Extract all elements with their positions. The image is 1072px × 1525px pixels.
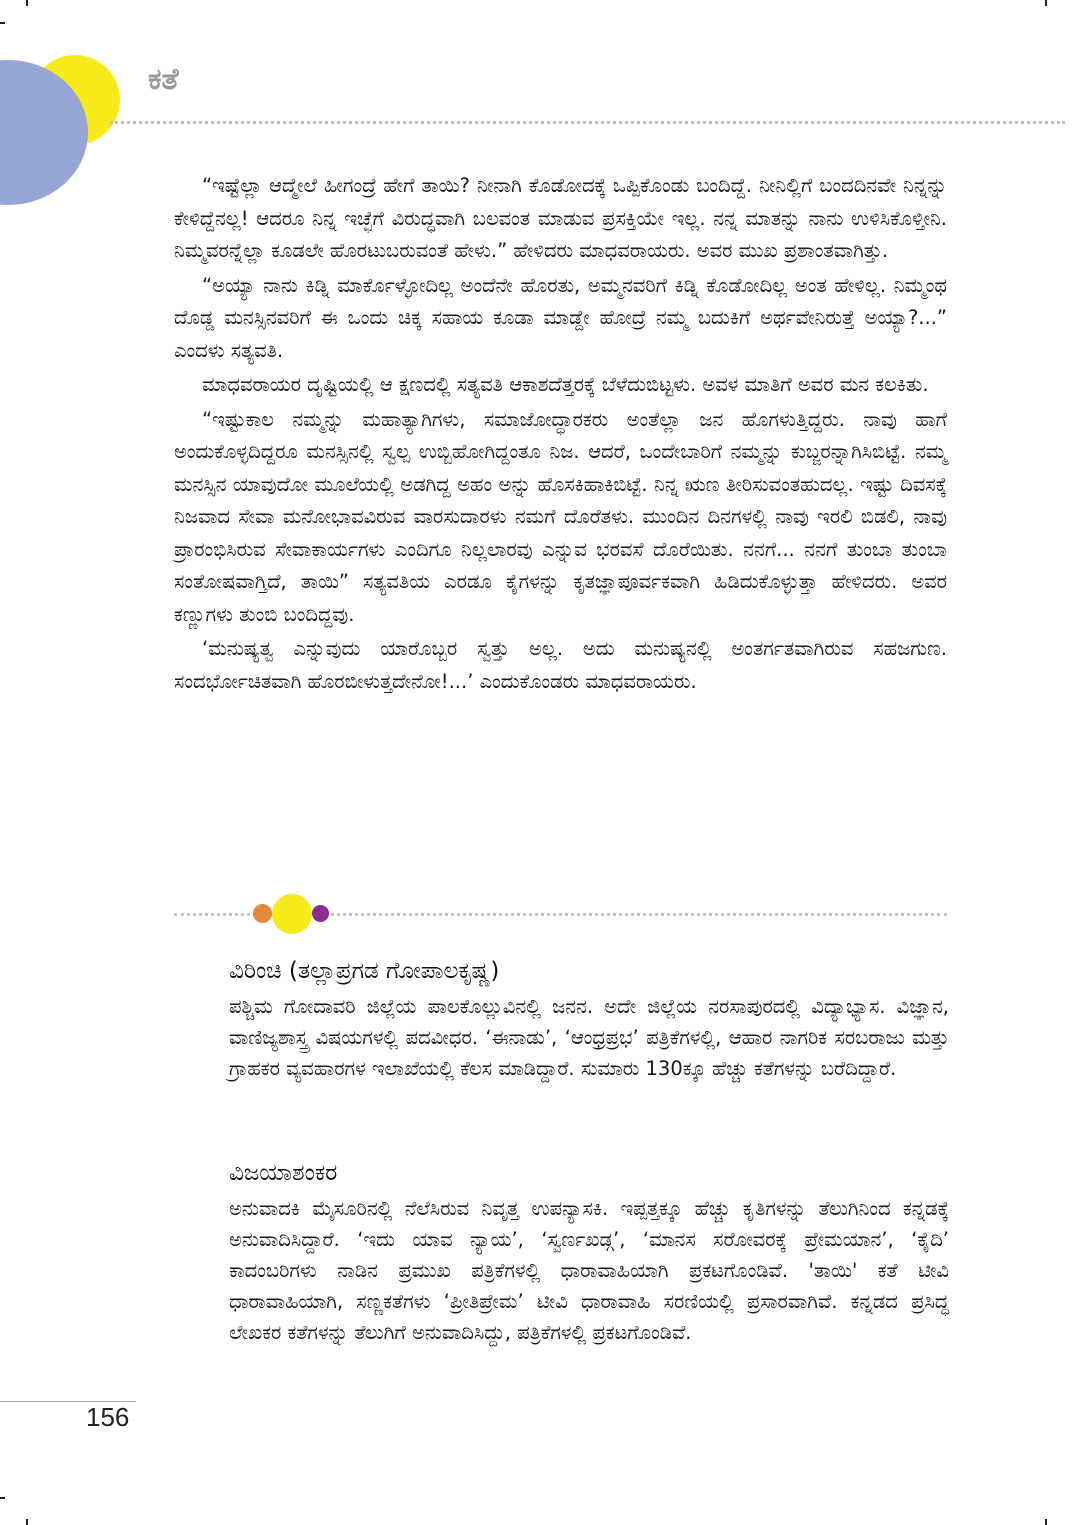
page-number: 156 [86,1402,130,1432]
story-paragraph: “ಇಷ್ಟೆಲ್ಲಾ ಆದ್ಮೇಲೆ ಹೀಗಂದ್ರೆ ಹೇಗೆ ತಾಯಿ? ನೀನಾಗಿ ಕೊಡೋದಕ್ಕೆ ಒಪ್ಪಿಕೊಂಡು ಬಂದಿದ್ದೆ. ನೀನಿಲ್ಲಿಗೆ ಬಂದದಿನವೇ ನಿನ್ನನ್ನು ಕೇಳಿದ್ದೆನಲ್ಲ! ಆದರೂ ನಿನ್ನ ಇಚ್ಛೆಗೆ ವಿರುದ್ಧವಾಗಿ ಬಲವಂತ ಮಾಡುವ ಪ್ರಸಕ್ತಿಯೇ ಇಲ್ಲ. ನನ್ನ ಮಾತನ್ನು ನಾನು ಉಳಿಸಿಕೊಳ್ತೀನಿ. ನಿಮ್ಮವರನ್ನೆಲ್ಲಾ ಕೂಡಲೇ ಹೊರಟುಬರುವಂತೆ ಹೇಳು.” ಹೇಳಿದರು ಮಾಧವರಾಯರು. ಅವರ ಮುಖ ಪ್ರಶಾಂತವಾಗಿತ್ತು. [174,174,947,262]
crop-mark-bottom-right [1045,1519,1047,1525]
story-paragraph: “ಅಯ್ಯಾ ನಾನು ಕಿಡ್ನಿ ಮಾರ್ಕೊಳ್ಳೋದಿಲ್ಲ ಅಂದೆನೇ ಹೊರತು, ಅಮ್ಮನವರಿಗೆ ಕಿಡ್ನಿ ಕೊಡೋದಿಲ್ಲ ಅಂತ ಹೇಳಿಲ್ಲ. ನಿಮ್ಮಂಥ ದೊಡ್ಡ ಮನಸ್ಸಿನವರಿಗೆ ಈ ಒಂದು ಚಿಕ್ಕ ಸಹಾಯ ಕೂಡಾ ಮಾಡ್ದೇ ಹೋದ್ರೆ ನಮ್ಮ ಬದುಕಿಗೆ ಅರ್ಥವೇನಿರುತ್ತೆ ಅಯ್ಯಾ?...” ಎಂದಳು ಸತ್ಯವತಿ. [174,273,947,362]
crop-mark-bottom-center [26,1519,28,1525]
separator-purple-dot [312,905,329,922]
story-paragraph: “ಇಷ್ಟುಕಾಲ ನಮ್ಮನ್ನು ಮಹಾತ್ಯಾಗಿಗಳು, ಸಮಾಜೋದ್ಧಾರಕರು ಅಂತೆಲ್ಲಾ ಜನ ಹೊಗಳುತ್ತಿದ್ದರು. ನಾವು ಹಾಗೆ ಅಂದುಕೊಳ್ಳದಿದ್ದರೂ ಮನಸ್ಸಿನಲ್ಲಿ ಸ್ವಲ್ಪ ಉಬ್ಬಿಹೋಗಿದ್ದಂತೂ ನಿಜ. ಆದರೆ, ಒಂದೇಬಾರಿಗೆ ನಮ್ಮನ್ನು ಕುಬ್ಜರನ್ನಾಗಿಸಿಬಿಟ್ಟೆ. ನಮ್ಮ ಮನಸ್ಸಿನ ಯಾವುದೋ ಮೂಲೆಯಲ್ಲಿ ಅಡಗಿದ್ದ ಅಹಂ ಅನ್ನು ಹೊಸಕಿಹಾಕಿಬಿಟ್ಟೆ. ನಿನ್ನ ಋಣ ತೀರಿಸುವಂತಹುದಲ್ಲ. ಇಷ್ಟು ದಿವಸಕ್ಕೆ ನಿಜವಾದ ಸೇವಾ ಮನೋಭಾವವಿರುವ ವಾರಸುದಾರಳು ನಮಗೆ ದೊರೆತಳು. ಮುಂದಿನ ದಿನಗಳಲ್ಲಿ ನಾವು ಇರಲಿ ಬಿಡಲಿ, ನಾವು ಪ್ರಾರಂಭಿಸಿರುವ ಸೇವಾಕಾರ್ಯಗಳು ಎಂದಿಗೂ ನಿಲ್ಲಲಾರವು ಎನ್ನುವ ಭರವಸೆ ದೊರೆಯಿತು. ನನಗೆ... ನನಗೆ ತುಂಬಾ ತುಂಬಾ ಸಂತೋಷವಾಗ್ತಿದೆ, ತಾಯಿ” ಸತ್ಯವತಿಯ ಎರಡೂ ಕೈಗಳನ್ನು ಕೃತಜ್ಞಾಪೂರ್ವಕವಾಗಿ ಹಿಡಿದುಕೊಳ್ಳುತ್ತಾ ಹೇಳಿದರು. ಅವರ ಕಣ್ಣುಗಳು ತುಂಬಿ ಬಂದಿದ್ದವು. [174,407,947,626]
separator-orange-dot [253,904,272,923]
separator-yellow-dot [272,894,312,934]
section-title: ಕತೆ [148,62,179,97]
translator-bio-vijayashankara [229,1155,949,1348]
crop-mark-top-center [26,0,28,6]
story-paragraph: ‘ಮನುಷ್ಯತ್ವ ಎನ್ನುವುದು ಯಾರೊಬ್ಬರ ಸ್ವತ್ತು ಅಲ್ಲ. ಅದು ಮನುಷ್ಯನಲ್ಲಿ ಅಂತರ್ಗತವಾಗಿರುವ ಸಹಜಗುಣ. ಸಂದರ್ಭೋಚಿತವಾಗಿ ಹೊರಬೀಳುತ್ತದೇನೋ!...’ ಎಂದುಕೊಂಡರು ಮಾಧವರಾಯರು. [174,637,947,693]
crop-mark-top-left [0,22,5,24]
translator-bio-text: ಅನುವಾದಕಿ ಮೈಸೂರಿನಲ್ಲಿ ನೆಲೆಸಿರುವ ನಿವೃತ್ತ ಉಪನ್ಯಾಸಕಿ. ಇಪ್ಪತ್ತಕ್ಕೂ ಹೆಚ್ಚು ಕೃತಿಗಳನ್ನು ತೆಲುಗಿನಿಂದ ಕನ್ನಡಕ್ಕೆ ಅನುವಾದಿಸಿದ್ದಾರೆ. ‘ಇದು ಯಾವ ನ್ಯಾಯ’, ‘ಸ್ವರ್ಣಖಡ್ಗ’, ‘ಮಾನಸ ಸರೋವರಕ್ಕೆ ಪ್ರೇಮಯಾನ’, ‘ಕೈದಿ’ ಕಾದಂಬರಿಗಳು ನಾಡಿನ ಪ್ರಮುಖ ಪತ್ರಿಕೆಗಳಲ್ಲಿ ಧಾರಾವಾಹಿಯಾಗಿ ಪ್ರಕಟಗೊಂಡಿವೆ. 'ತಾಯಿ' ಕತೆ ಟೀವಿ ಧಾರಾವಾಹಿಯಾಗಿ, ಸಣ್ಣಕತೆಗಳು ‘ಪ್ರೀತಿಪ್ರೇಮ’ ಟೀವಿ ಧಾರಾವಾಹಿ ಸರಣಿಯಲ್ಲಿ ಪ್ರಸಾರವಾಗಿವೆ. ಕನ್ನಡದ ಪ್ರಸಿದ್ಧ ಲೇಖಕರ ಕತೆಗಳನ್ನು ತೆಲುಗಿಗೆ ಅನುವಾದಿಸಿದ್ದು, ಪತ್ರಿಕೆಗಳಲ್ಲಿ ಪ್ರಕಟಗೊಂಡಿವೆ. [229,1197,949,1344]
crop-mark-bottom-left [0,1497,5,1499]
author-name: ವಿರಿಂಚಿ (ತಲ್ಲಾಪ್ರಗಡ ಗೋಪಾಲಕೃಷ್ಣ) [229,958,500,984]
author-bio-virinchi [229,953,949,1084]
translator-name: ವಿಜಯಾಶಂಕರ [229,1160,338,1186]
header-dotted-rule [110,121,1065,124]
story-body [174,170,947,700]
author-bio-text: ಪಶ್ಚಿಮ ಗೋದಾವರಿ ಜಿಲ್ಲೆಯ ಪಾಲಕೊಲ್ಲುವಿನಲ್ಲಿ ಜನನ. ಅದೇ ಜಿಲ್ಲೆಯ ನರಸಾಪುರದಲ್ಲಿ ವಿದ್ಯಾಭ್ಯಾಸ. ವಿಜ್ಞಾನ, ವಾಣಿಜ್ಯಶಾಸ್ತ್ರ ವಿಷಯಗಳಲ್ಲಿ ಪದವೀಧರ. ‘ಈನಾಡು’, ‘ಆಂಧ್ರಪ್ರಭ’ ಪತ್ರಿಕೆಗಳಲ್ಲಿ, ಆಹಾರ ನಾಗರಿಕ ಸರಬರಾಜು ಮತ್ತು ಗ್ರಾಹಕರ ವ್ಯವಹಾರಗಳ ಇಲಾಖೆಯಲ್ಲಿ ಕೆಲಸ ಮಾಡಿದ್ದಾರೆ. ಸುಮಾರು 130ಕ್ಕೂ ಹೆಚ್ಚು ಕತೆಗಳನ್ನು ಬರೆದಿದ್ದಾರೆ. [229,995,949,1080]
crop-mark-top-right [1045,0,1047,6]
story-paragraph: ಮಾಧವರಾಯರ ದೃಷ್ಟಿಯಲ್ಲಿ ಆ ಕ್ಷಣದಲ್ಲಿ ಸತ್ಯವತಿ ಆಕಾಶದೆತ್ತರಕ್ಕೆ ಬೆಳೆದುಬಿಟ್ಟಳು. ಅವಳ ಮಾತಿಗೆ ಅವರ ಮನ ಕಲಕಿತು. [202,373,929,396]
